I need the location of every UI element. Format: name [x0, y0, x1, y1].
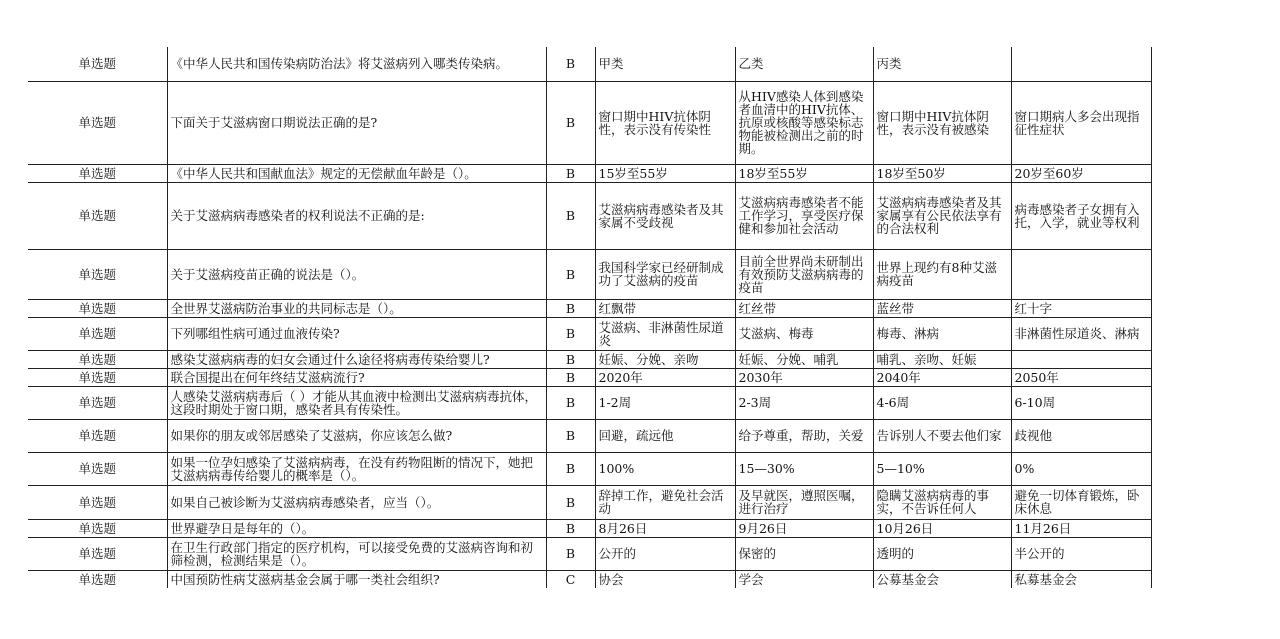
option-d-cell: 避免一切体育锻炼，卧床休息 [1011, 485, 1151, 519]
question-text-cell: 在卫生行政部门指定的医疗机构，可以接受免费的艾滋病咨询和初筛检测，检测结果是（）。 [167, 537, 546, 570]
answer-cell: B [546, 249, 595, 299]
table-row [28, 182, 1151, 249]
option-c-cell: 2040年 [873, 368, 1011, 386]
table-row [28, 368, 1151, 386]
option-c-cell: 哺乳、亲吻、妊娠 [873, 350, 1011, 368]
option-b-cell: 及早就医，遵照医嘱，进行治疗 [735, 485, 873, 519]
option-c-cell: 10月26日 [873, 519, 1011, 537]
option-c-cell: 透明的 [873, 537, 1011, 570]
table-row [28, 164, 1151, 182]
option-d-cell: 6-10周 [1011, 386, 1151, 419]
option-b-cell: 18岁至55岁 [735, 164, 873, 182]
table-row [28, 570, 1151, 588]
option-a-cell: 艾滋病、非淋菌性尿道炎 [595, 317, 735, 350]
option-b-cell: 目前全世界尚未研制出有效预防艾滋病病毒的疫苗 [735, 249, 873, 299]
question-type-cell: 单选题 [28, 249, 167, 299]
question-type-cell: 单选题 [28, 350, 167, 368]
question-type-cell: 单选题 [78, 571, 116, 587]
question-text-cell: 《中华人民共和国献血法》规定的无偿献血年龄是（）。 [167, 164, 546, 182]
option-a-cell: 公开的 [595, 537, 735, 570]
table-row [28, 317, 1151, 350]
answer-cell: B [546, 419, 595, 452]
question-text-cell: 世界避孕日是每年的（）。 [167, 519, 546, 537]
option-a-cell: 回避，疏远他 [595, 419, 735, 452]
option-b-cell: 15—30% [735, 452, 873, 485]
table-row [28, 485, 1151, 519]
answer-cell: B [546, 537, 595, 570]
question-type-cell: 单选题 [28, 164, 167, 182]
option-b-cell: 从HIV感染人体到感染者血清中的HIV抗体、抗原或核酸等感染标志物能被检测出之前的时期。 [735, 81, 873, 164]
answer-cell: B [546, 519, 595, 537]
option-c-cell: 告诉别人不要去他们家 [873, 419, 1011, 452]
answer-cell: B [546, 47, 595, 81]
option-b-cell: 2-3周 [735, 386, 873, 419]
answer-cell: B [546, 81, 595, 164]
option-d-cell: 20岁至60岁 [1011, 164, 1151, 182]
question-text-cell: 如果自己被诊断为艾滋病病毒感染者，应当（）。 [167, 485, 546, 519]
question-text-cell: 如果一位孕妇感染了艾滋病病毒，在没有药物阻断的情况下，她把艾滋病病毒传给婴儿的概率是（）。 [167, 452, 546, 485]
option-a-cell: 红飘带 [595, 299, 735, 317]
question-text-cell: 《中华人民共和国传染病防治法》将艾滋病列入哪类传染病。 [167, 47, 546, 81]
option-d-cell: 2050年 [1011, 368, 1151, 386]
answer-cell: B [546, 317, 595, 350]
answer-cell: B [546, 164, 595, 182]
option-d-cell: 病毒感染者子女拥有入托，入学，就业等权利 [1011, 182, 1151, 249]
question-type-cell: 单选题 [28, 368, 167, 386]
question-text-cell: 感染艾滋病病毒的妇女会通过什么途径将病毒传染给婴儿? [167, 350, 546, 368]
option-d-cell: 窗口期病人多会出现指征性症状 [1011, 81, 1151, 164]
question-type-cell: 单选题 [28, 317, 167, 350]
option-d-cell: 红十字 [1011, 299, 1151, 317]
option-d-cell: 非淋菌性尿道炎、淋病 [1011, 317, 1151, 350]
question-type-cell: 单选题 [28, 452, 167, 485]
question-type-cell: 单选题 [28, 485, 167, 519]
question-type-cell: 单选题 [28, 419, 167, 452]
question-text-cell: 如果你的朋友或邻居感染了艾滋病，你应该怎么做? [167, 419, 546, 452]
option-b-cell: 艾滋病、梅毒 [735, 317, 873, 350]
table-row [28, 249, 1151, 299]
question-text-cell: 关于艾滋病病毒感染者的权利说法不正确的是: [167, 182, 546, 249]
question-text-cell: 中国预防性病艾滋病基金会属于哪一类社会组织? [167, 570, 546, 588]
option-c-cell: 世界上现约有8种艾滋病疫苗 [873, 249, 1011, 299]
option-a-cell: 15岁至55岁 [595, 164, 735, 182]
option-d-cell: 0% [1011, 452, 1151, 485]
option-a-cell: 8月26日 [595, 519, 735, 537]
answer-cell: C [546, 570, 595, 588]
option-a-cell: 100% [595, 452, 735, 485]
option-b-cell: 乙类 [735, 47, 873, 81]
table-row [28, 299, 1151, 317]
option-d-cell: 半公开的 [1011, 537, 1151, 570]
option-b-cell: 保密的 [735, 537, 873, 570]
option-d-cell: 11月26日 [1011, 519, 1151, 537]
question-table [28, 47, 1152, 588]
option-c-cell: 公募基金会 [873, 570, 1011, 588]
option-c-cell: 隐瞒艾滋病病毒的事实，不告诉任何人 [873, 485, 1011, 519]
option-c-cell: 丙类 [873, 47, 1011, 81]
question-text-cell: 联合国提出在何年终结艾滋病流行? [167, 368, 546, 386]
option-b-cell: 艾滋病病毒感染者不能工作学习，享受医疗保健和参加社会活动 [735, 182, 873, 249]
question-type-cell: 单选题 [28, 81, 167, 164]
option-d-cell [1011, 350, 1151, 368]
option-a-cell: 2020年 [595, 368, 735, 386]
option-d-cell [1011, 47, 1151, 81]
answer-cell: B [546, 299, 595, 317]
question-type-cell: 单选题 [28, 299, 167, 317]
option-b-cell: 2030年 [735, 368, 873, 386]
option-d-cell: 歧视他 [1011, 419, 1151, 452]
answer-cell: B [546, 182, 595, 249]
table-row [28, 350, 1151, 368]
option-c-cell: 梅毒、淋病 [873, 317, 1011, 350]
answer-cell: B [546, 368, 595, 386]
table-row [28, 47, 1151, 81]
table-row [28, 537, 1151, 570]
question-type-cell: 单选题 [28, 386, 167, 419]
question-text-cell: 全世界艾滋病防治事业的共同标志是（）。 [167, 299, 546, 317]
option-a-cell: 妊娠、分娩、亲吻 [595, 350, 735, 368]
option-c-cell: 蓝丝带 [873, 299, 1011, 317]
answer-cell: B [546, 485, 595, 519]
question-type-cell: 单选题 [28, 519, 167, 537]
option-a-cell: 辞掉工作，避免社会活动 [595, 485, 735, 519]
option-a-cell: 1-2周 [595, 386, 735, 419]
table-row [28, 386, 1151, 419]
answer-cell: B [546, 452, 595, 485]
option-c-cell: 4-6周 [873, 386, 1011, 419]
option-c-cell: 窗口期中HIV抗体阴性，表示没有被感染 [873, 81, 1011, 164]
question-text-cell: 关于艾滋病疫苗正确的说法是（）。 [167, 249, 546, 299]
question-text-cell: 人感染艾滋病病毒后（ ）才能从其血液中检测出艾滋病病毒抗体，这段时期处于窗口期，感染者具有传染性。 [167, 386, 546, 419]
option-a-cell: 窗口期中HIV抗体阴性，表示没有传染性 [595, 81, 735, 164]
option-c-cell: 5—10% [873, 452, 1011, 485]
question-text-cell: 下面关于艾滋病窗口期说法正确的是? [167, 81, 546, 164]
table-row [28, 519, 1151, 537]
question-type-cell: 单选题 [28, 537, 167, 570]
table-row [28, 81, 1151, 164]
option-b-cell: 给予尊重，帮助，关爱 [735, 419, 873, 452]
option-b-cell: 9月26日 [735, 519, 873, 537]
question-text-cell: 下列哪组性病可通过血液传染? [167, 317, 546, 350]
answer-cell: B [546, 350, 595, 368]
option-c-cell: 18岁至50岁 [873, 164, 1011, 182]
table-row [28, 452, 1151, 485]
option-d-cell: 私募基金会 [1011, 570, 1151, 588]
option-a-cell: 我国科学家已经研制成功了艾滋病的疫苗 [595, 249, 735, 299]
question-table-body [28, 47, 1151, 588]
option-d-cell [1011, 249, 1151, 299]
answer-cell: B [546, 386, 595, 419]
option-a-cell: 协会 [595, 570, 735, 588]
option-a-cell: 甲类 [595, 47, 735, 81]
option-b-cell: 红丝带 [735, 299, 873, 317]
table-row [28, 419, 1151, 452]
option-b-cell: 学会 [735, 570, 873, 588]
option-b-cell: 妊娠、分娩、哺乳 [735, 350, 873, 368]
option-c-cell: 艾滋病病毒感染者及其家属享有公民依法享有的合法权利 [873, 182, 1011, 249]
question-type-cell: 单选题 [28, 182, 167, 249]
question-type-cell: 单选题 [28, 47, 167, 81]
option-a-cell: 艾滋病病毒感染者及其家属不受歧视 [595, 182, 735, 249]
